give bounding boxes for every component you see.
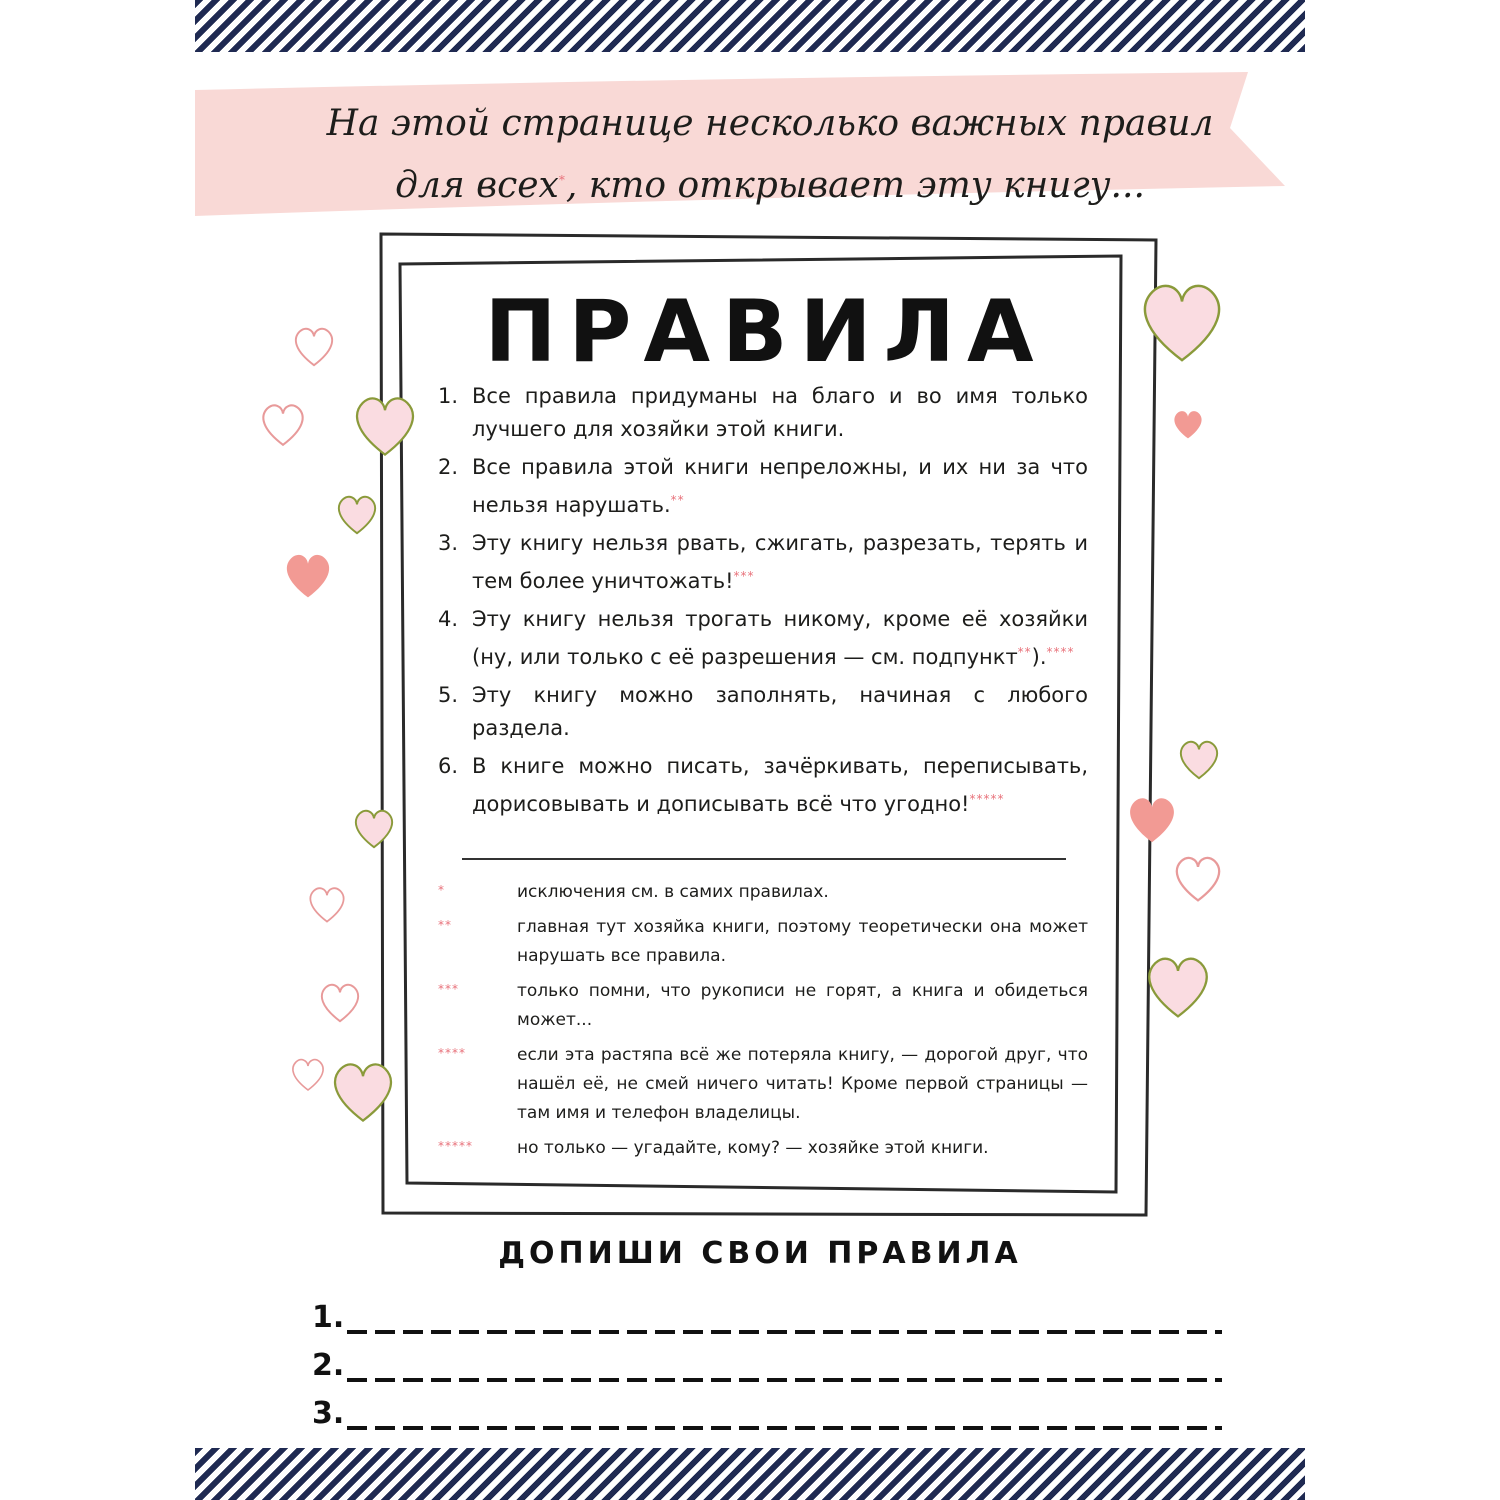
rules-list [438,380,1088,826]
add-rules-heading: ДОПИШИ СВОИ ПРАВИЛА [498,1236,1022,1271]
rule-item: 5. Эту книгу можно заполнять, начиная с любого раздела. [438,683,1088,740]
heart-icon [326,1054,400,1128]
heart-icon [348,388,422,462]
heart-icon [1133,272,1231,370]
heart-icon [1170,406,1206,442]
footnote-divider [462,858,1066,860]
write-line-1[interactable]: 1. [312,1300,1222,1340]
rule-item: 2. Все правила этой книги непреложны, и их ни за что нельзя нарушать.** [438,455,1088,517]
asterisk-mark: *** [438,982,459,996]
heart-icon [1175,735,1223,783]
heart-icon [257,398,309,450]
dashed-line [347,1330,1222,1334]
asterisk-mark: * [558,173,566,187]
page-title: ПРАВИЛА [484,282,1046,382]
heart-icon [305,882,349,926]
heart-icon [1170,850,1226,906]
asterisk-mark: * [438,883,445,897]
heart-icon [280,547,336,603]
asterisk-mark: ** [438,918,452,932]
write-line-3[interactable]: 3. [312,1396,1222,1436]
asterisk-mark: ***** [969,792,1005,806]
rule-item: 6. В книге можно писать, зачёркивать, переписывать, дорисовывать и дописывать всё что угодно!***** [438,754,1088,816]
asterisk-mark: **** [1046,645,1075,659]
heart-icon [1140,948,1216,1024]
footnote-item: ***** но только — угадайте, кому? — хозяйке этой книги. [438,1134,1088,1163]
rule-item: 3. Эту книгу нельзя рвать, сжигать, разрезать, терять и тем более уничтожать!*** [438,531,1088,593]
footnote-item: *** только помни, что рукописи не горят, а книга и обидеться может... [438,977,1088,1035]
footnotes [438,878,1088,1169]
footnote-item: ** главная тут хозяйка книги, поэтому теоретически она может нарушать все правила. [438,913,1088,971]
heart-icon [316,978,364,1026]
rule-item: 4. Эту книгу нельзя трогать никому, кроме её хозяйки (ну, или только с её разрешения — см. подпункт**).**** [438,607,1088,669]
heart-icon [290,322,338,370]
write-line-2[interactable]: 2. [312,1348,1222,1388]
asterisk-mark: ** [670,493,685,507]
asterisk-mark: ***** [438,1139,473,1153]
asterisk-mark: **** [438,1046,466,1060]
dashed-line [347,1378,1222,1382]
rule-item: 1. Все правила придуманы на благо и во имя только лучшего для хозяйки этой книги. [438,384,1088,441]
asterisk-mark: *** [733,569,755,583]
heart-icon [333,490,381,538]
heart-icon [288,1054,328,1094]
heart-icon [1123,790,1181,848]
dashed-line [347,1426,1222,1430]
footnote-item: * исключения см. в самих правилах. [438,878,1088,907]
intro-line-1: На этой странице несколько важных правил [326,103,1214,144]
intro-line-2: для всех*, кто открывает эту книгу... [395,165,1145,206]
footnote-item: **** если эта растяпа всё же потеряла книгу, — дорогой друг, что нашёл её, не смей ничего читать! Кроме первой страницы — там имя и телефон владелицы. [438,1041,1088,1128]
heart-icon [350,804,398,852]
asterisk-mark: ** [1017,645,1032,659]
